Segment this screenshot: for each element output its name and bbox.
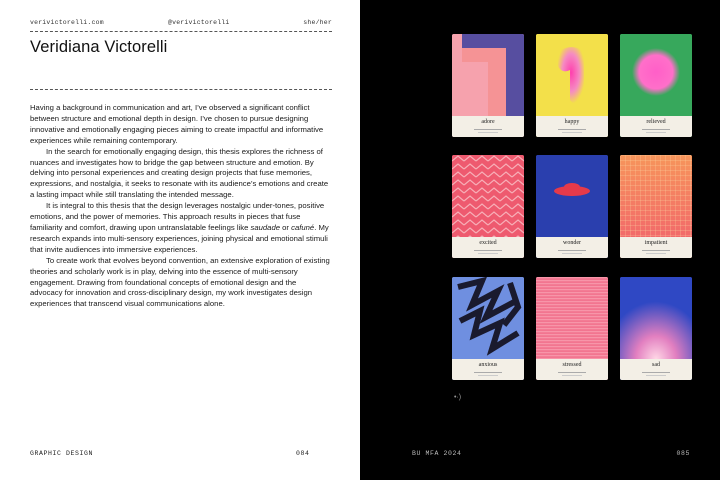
paragraph-2: In the search for emotionally engaging design, this thesis explores the richness of nuances and investigates how to bridge the gap between structure and emotion. By delving into personal experiences and creating design projects that fuse memories, expressions, and nostalgia, it seeks to resonate with its audience’s emotions and create a lasting impact while still translating the intended message.: [30, 146, 329, 200]
poster-art: [620, 277, 692, 359]
paragraph-3-emphasis-1: saudade: [250, 222, 280, 232]
page-number-left: 084: [296, 450, 310, 457]
poster-art: [536, 34, 608, 116]
body-text: [30, 103, 330, 310]
poster-title: anxious: [478, 362, 498, 368]
caption-line: [558, 129, 586, 130]
caption-line: [646, 253, 666, 254]
page-title: Veridiana Victorelli: [30, 38, 168, 56]
caption-line: [478, 253, 498, 254]
paragraph-1: Having a background in communication and art, I’ve observed a significant conflict between structure and emotional depth in design. I’ve chosen to pursue designing innovative and emotionally engaging pieces aiming to create impactful and informative experiences while remaining contemporary.: [30, 103, 324, 145]
caption-line: [642, 250, 670, 251]
poster-caption: [536, 116, 608, 137]
caption-line: [646, 375, 666, 376]
poster-title: adore: [481, 119, 495, 125]
poster-art: [452, 34, 524, 116]
social-handle: @verivictorelli: [168, 19, 230, 26]
paragraph-3-part-1: It is integral to this thesis that the design leverages nostalgic under-tones, positive emotions, and the power of memories. This approach results in pieces that fuse familiarity and comfort, drawing upon untranslatable feelings like: [30, 201, 325, 232]
poster-title: impatient: [644, 240, 668, 246]
poster-art: [536, 277, 608, 359]
paragraph-3-part-3: . My research expands into multi-sensory experiences, joining physical and emotional stimuli that invite audiences into immersive experiences.: [30, 222, 329, 254]
poster-title: excited: [479, 240, 497, 246]
pronouns: she/her: [303, 19, 332, 26]
paragraph-3-emphasis-2: cafuné: [291, 222, 315, 232]
poster-title: stressed: [562, 362, 582, 368]
poster-caption: [620, 359, 692, 380]
caption-line: [562, 132, 582, 133]
caption-line: [474, 129, 502, 130]
caption-line: [558, 250, 586, 251]
poster-impatient: [620, 155, 692, 258]
title-divider: [30, 89, 332, 90]
caption-line: [562, 375, 582, 376]
caption-line: [474, 250, 502, 251]
caption-line: [642, 372, 670, 373]
paragraph-3: [30, 201, 330, 256]
poster-caption: [536, 359, 608, 380]
poster-excited: [452, 155, 524, 258]
poster-title: happy: [564, 119, 580, 125]
poster-relieved: [620, 34, 692, 137]
poster-art: [452, 155, 524, 237]
poster-art: [536, 155, 608, 237]
program-label: BU MFA 2024: [412, 450, 462, 457]
poster-caption: [620, 116, 692, 137]
caption-line: [646, 132, 666, 133]
poster-caption: [452, 237, 524, 258]
poster-sad: [620, 277, 692, 380]
caption-line: [642, 129, 670, 130]
paragraph-3-part-2: or: [280, 222, 292, 232]
poster-happy: [536, 34, 608, 137]
website-url: verivictorelli.com: [30, 19, 104, 26]
caption-line: [478, 375, 498, 376]
poster-caption: [452, 116, 524, 137]
poster-stressed: [536, 277, 608, 380]
poster-caption: [536, 237, 608, 258]
poster-adore: [452, 34, 524, 137]
poster-title: relieved: [646, 119, 666, 125]
poster-title: wonder: [563, 240, 581, 246]
poster-caption: [620, 237, 692, 258]
poster-caption: [452, 359, 524, 380]
paragraph-4: To create work that evolves beyond convention, an extensive exploration of existing theories and scholarly work is in play, delving into the essence of multi-sensory engagement. Drawing from foundational concepts of emotional design and the advocacy for innovation and cross-disciplinary design, my work investigates design experiences that transcend visual communications alone.: [30, 255, 330, 309]
poster-art: [620, 155, 692, 237]
poster-art: [620, 34, 692, 116]
section-label: GRAPHIC DESIGN: [30, 450, 94, 457]
poster-anxious: [452, 277, 524, 380]
caption-line: [474, 372, 502, 373]
poster-art: [452, 277, 524, 359]
poster-wonder: [536, 155, 608, 258]
page-number-right: 085: [676, 450, 690, 457]
poster-title: sad: [652, 362, 660, 368]
caption-line: [558, 372, 586, 373]
page-mark: •·): [454, 394, 462, 401]
top-divider: [30, 31, 332, 32]
caption-line: [478, 132, 498, 133]
caption-line: [562, 253, 582, 254]
